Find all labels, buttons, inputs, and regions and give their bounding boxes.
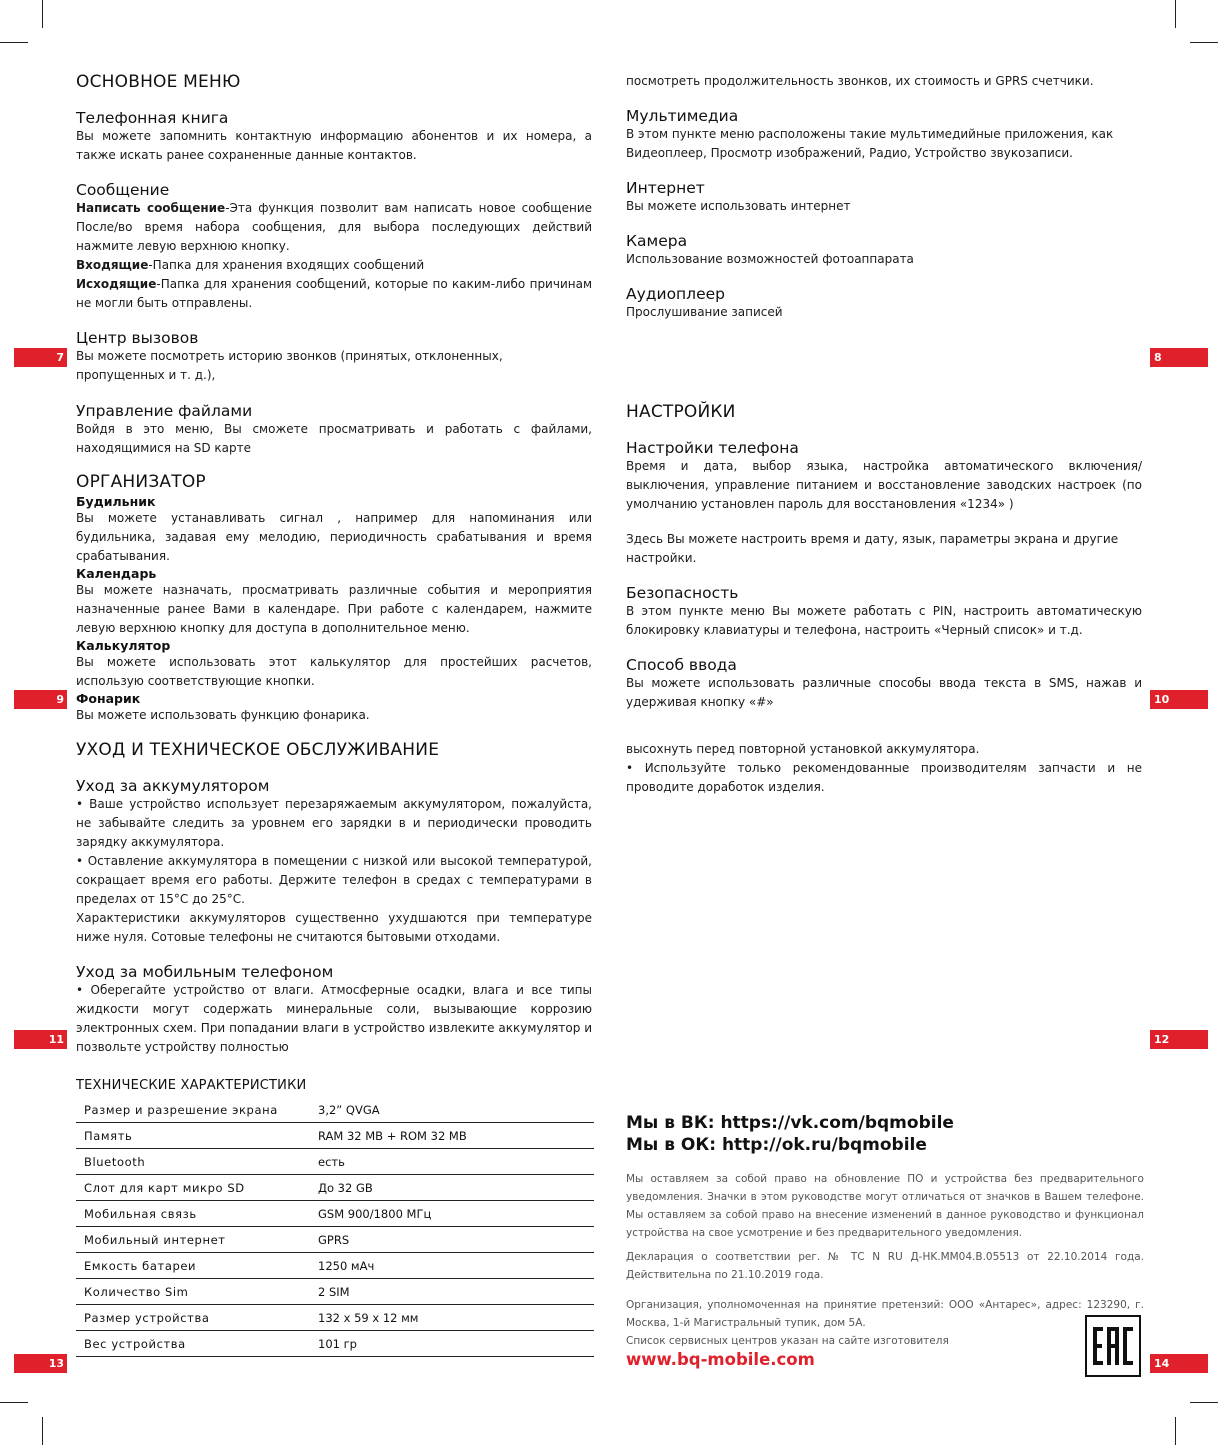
- crop-mark: [1175, 1417, 1176, 1445]
- battery-text: Характеристики аккумуляторов существенно ухудшаются при температуре ниже нуля. Сотовые телефоны не считаются бытовыми отходами.: [76, 911, 592, 944]
- vk-link[interactable]: Мы в ВК: https://vk.com/bqmobile: [626, 1113, 954, 1133]
- spec-value: 1250 мАч: [310, 1253, 594, 1279]
- crop-mark: [1175, 0, 1176, 28]
- spec-name: Вес устройства: [76, 1331, 310, 1357]
- disclaimer-text: Мы оставляем за собой право на обновление ПО и устройства без предварительного уведомления. Значки в этом руководстве могут отличаться от значков в Вашем телефоне. Мы оставляем за собой право на внесение изменений в данное руководство и функционал устройства на свое усмотрение и без предварительного уведомления.: [626, 1173, 1144, 1239]
- table-row: [76, 1227, 594, 1253]
- phonebook-title: Телефонная книга: [76, 109, 229, 127]
- crop-mark: [42, 1417, 43, 1445]
- table-row: [76, 1149, 594, 1175]
- phonebook-text: Вы можете запомнить контактную информацию абонентов и их номера, а также искать ранее сохраненные данные контактов.: [76, 129, 592, 162]
- multimedia-title: Мультимедиа: [626, 107, 739, 125]
- input-method-title: Способ ввода: [626, 656, 737, 674]
- phone-care-bullet-1: • Оберегайте устройство от влаги. Атмосферные осадки, влага и все типы жидкости могут содержать минеральные соли, вызывающие коррозию электронных схем. При попадании влаги в устройство извлеките аккумулятор и позвольте устройству полностью: [76, 983, 592, 1054]
- organization-text: Организация, уполномоченная на принятие претензий: ООО «Антарес», адрес: 123290, г. Москва, 1-й Магистральный тупик, дом 5А.: [626, 1299, 1144, 1329]
- table-row: [76, 1253, 594, 1279]
- battery-bullet-2: • Оставление аккумулятора в помещении с низкой или высокой температурой, сокращает время его работы. Держите телефон в средах с температурами в пределах от 15°С до 25°С.: [76, 854, 592, 906]
- settings-title: НАСТРОЙКИ: [626, 402, 736, 422]
- page-8: [626, 72, 1142, 322]
- table-row: [76, 1097, 594, 1123]
- crop-mark: [0, 42, 28, 43]
- spec-name: Слот для карт микро SD: [76, 1175, 310, 1201]
- spec-name: Емкость батареи: [76, 1253, 310, 1279]
- care-title: УХОД И ТЕХНИЧЕСКОЕ ОБСЛУЖИВАНИЕ: [76, 740, 440, 760]
- message-write: [76, 199, 592, 256]
- alarm-text: Вы можете устанавливать сигнал , например для напоминания или будильника, задавая ему мелодию, периодичность срабатывания и время срабатывания.: [76, 511, 592, 563]
- spec-name: Память: [76, 1123, 310, 1149]
- page-number-11: 11: [14, 1030, 67, 1049]
- specs-table: [76, 1097, 594, 1357]
- audio-title: Аудиоплеер: [626, 285, 726, 303]
- spec-value: До 32 GB: [310, 1175, 594, 1201]
- page-number-10: 10: [1150, 690, 1208, 709]
- outbox-label: Исходящие: [76, 277, 157, 291]
- declaration-text: Декларация о соответствии рег. № ТС N RU Д-HK.MM04.B.05513 от 22.10.2014 года. Действительна по 21.10.2019 года.: [626, 1251, 1144, 1281]
- calls-title: Центр вызовов: [76, 329, 199, 347]
- inbox-text: -Папка для хранения входящих сообщений: [148, 258, 425, 272]
- table-row: [76, 1201, 594, 1227]
- page-13: [76, 1078, 594, 1357]
- care-bullet: • Используйте только рекомендованные производителям запчасти и не проводите доработок изделия.: [626, 761, 1142, 794]
- spec-value: 132 х 59 х 12 мм: [310, 1305, 594, 1331]
- table-row: [76, 1305, 594, 1331]
- alarm-title: Будильник: [76, 494, 156, 509]
- page-10: [626, 402, 1142, 712]
- files-title: Управление файлами: [76, 402, 253, 420]
- write-text: -Эта функция позволит вам написать новое сообщение После/во время набора сообщения, для выбора последующих действий нажмите левую верхнюю кнопку.: [76, 201, 592, 253]
- spec-value: 2 SIM: [310, 1279, 594, 1305]
- files-text: Войдя в это меню, Вы сможете просматривать и работать с файлами, находящимися на SD карте: [76, 422, 592, 455]
- crop-mark: [1190, 1402, 1218, 1403]
- spec-value: RAM 32 MB + ROM 32 MB: [310, 1123, 594, 1149]
- eac-mark-icon: [1085, 1315, 1141, 1377]
- message-outbox: [76, 275, 592, 313]
- spec-value: 3,2” QVGA: [310, 1097, 594, 1123]
- calculator-text: Вы можете использовать этот калькулятор для простейших расчетов, использую соответствующие кнопки.: [76, 655, 592, 688]
- flashlight-title: Фонарик: [76, 691, 141, 706]
- page-9: [76, 402, 592, 725]
- spec-name: Мобильная связь: [76, 1201, 310, 1227]
- specs-title: ТЕХНИЧЕСКИЕ ХАРАКТЕРИСТИКИ: [76, 1078, 307, 1093]
- page-12: [626, 740, 1142, 797]
- page-number-13: 13: [14, 1354, 67, 1373]
- security-title: Безопасность: [626, 584, 739, 602]
- phone-settings-text-2: Здесь Вы можете настроить время и дату, язык, параметры экрана и другие настройки.: [626, 532, 1119, 565]
- spec-value: GSM 900/1800 МГц: [310, 1201, 594, 1227]
- spec-value: есть: [310, 1149, 594, 1175]
- spec-name: Bluetooth: [76, 1149, 310, 1175]
- organizer-title: ОРГАНИЗАТОР: [76, 472, 206, 492]
- security-text: В этом пункте меню Вы можете работать с PIN, настроить автоматическую блокировку клавиатуры и телефона, настроить «Черный список» и т.д.: [626, 604, 1142, 637]
- message-title: Сообщение: [76, 181, 170, 199]
- audio-text: Прослушивание записей: [626, 305, 783, 319]
- main-menu-title: ОСНОВНОЕ МЕНЮ: [76, 72, 241, 92]
- page-number-12: 12: [1150, 1030, 1208, 1049]
- calculator-title: Калькулятор: [76, 638, 171, 653]
- phone-settings-text-1: Время и дата, выбор языка, настройка автоматического включения/выключения, управление питанием и восстановление заводских настроек (по умолчанию установлен пароль для восстановления «1234» ): [626, 459, 1142, 511]
- care-continuation: высохнуть перед повторной установкой аккумулятора.: [626, 742, 980, 756]
- calls-text: Вы можете посмотреть историю звонков (принятых, отклоненных, пропущенных и т. д.),: [76, 349, 503, 382]
- battery-care-title: Уход за аккумулятором: [76, 777, 270, 795]
- page-7: [76, 72, 592, 385]
- flashlight-text: Вы можете использовать функцию фонарика.: [76, 708, 370, 722]
- website-link[interactable]: www.bq-mobile.com: [626, 1350, 815, 1369]
- service-centers-text: Список сервисных центров указан на сайте изготовителя: [626, 1335, 949, 1347]
- crop-mark: [1190, 42, 1218, 43]
- crop-mark: [0, 1402, 28, 1403]
- multimedia-text: В этом пункте меню расположены такие мультимедийные приложения, как Видеоплеер, Просмотр изображений, Радио, Устройство звукозаписи.: [626, 127, 1114, 160]
- write-label: Написать сообщение: [76, 201, 226, 215]
- spec-name: Размер и разрешение экрана: [76, 1097, 310, 1123]
- spec-name: Мобильный интернет: [76, 1227, 310, 1253]
- spec-name: Количество Sim: [76, 1279, 310, 1305]
- calendar-title: Календарь: [76, 566, 157, 581]
- camera-text: Использование возможностей фотоаппарата: [626, 252, 914, 266]
- phone-settings-title: Настройки телефона: [626, 439, 799, 457]
- spec-value: GPRS: [310, 1227, 594, 1253]
- table-row: [76, 1175, 594, 1201]
- inbox-label: Входящие: [76, 258, 149, 272]
- page-number-9: 9: [14, 690, 67, 709]
- page-number-7: 7: [14, 348, 67, 367]
- message-inbox: [76, 256, 592, 275]
- internet-title: Интернет: [626, 179, 705, 197]
- table-row: [76, 1331, 594, 1357]
- calls-continuation: посмотреть продолжительность звонков, их стоимость и GPRS счетчики.: [626, 74, 1094, 88]
- eac-logo-icon: [1087, 1317, 1139, 1375]
- crop-mark: [42, 0, 43, 28]
- outbox-text: -Папка для хранения сообщений, которые по каким-либо причинам не могли быть отправлены.: [76, 277, 592, 310]
- page-number-8: 8: [1150, 348, 1208, 367]
- page-14: [626, 1112, 1144, 1369]
- page-11: [76, 740, 592, 1057]
- camera-title: Камера: [626, 232, 688, 250]
- battery-bullet-1: • Ваше устройство использует перезаряжаемым аккумулятором, пожалуйста, не забывайте следить за уровнем его зарядки в и периодически проводить зарядку аккумулятора.: [76, 797, 592, 849]
- calendar-text: Вы можете назначать, просматривать различные события и мероприятия назначенные ранее Вами в календаре. При работе с календарем, нажмите левую верхнюю кнопку для доступа в дополнительное меню.: [76, 583, 592, 635]
- page-number-14: 14: [1150, 1354, 1208, 1373]
- phone-care-title: Уход за мобильным телефоном: [76, 963, 334, 981]
- input-method-text: Вы можете использовать различные способы ввода текста в SMS, нажав и удерживая кнопку «#»: [626, 676, 1142, 709]
- internet-text: Вы можете использовать интернет: [626, 199, 851, 213]
- spec-value: 101 гр: [310, 1331, 594, 1357]
- ok-link[interactable]: Мы в ОК: http://ok.ru/bqmobile: [626, 1135, 927, 1155]
- table-row: [76, 1279, 594, 1305]
- table-row: [76, 1123, 594, 1149]
- spec-name: Размер устройства: [76, 1305, 310, 1331]
